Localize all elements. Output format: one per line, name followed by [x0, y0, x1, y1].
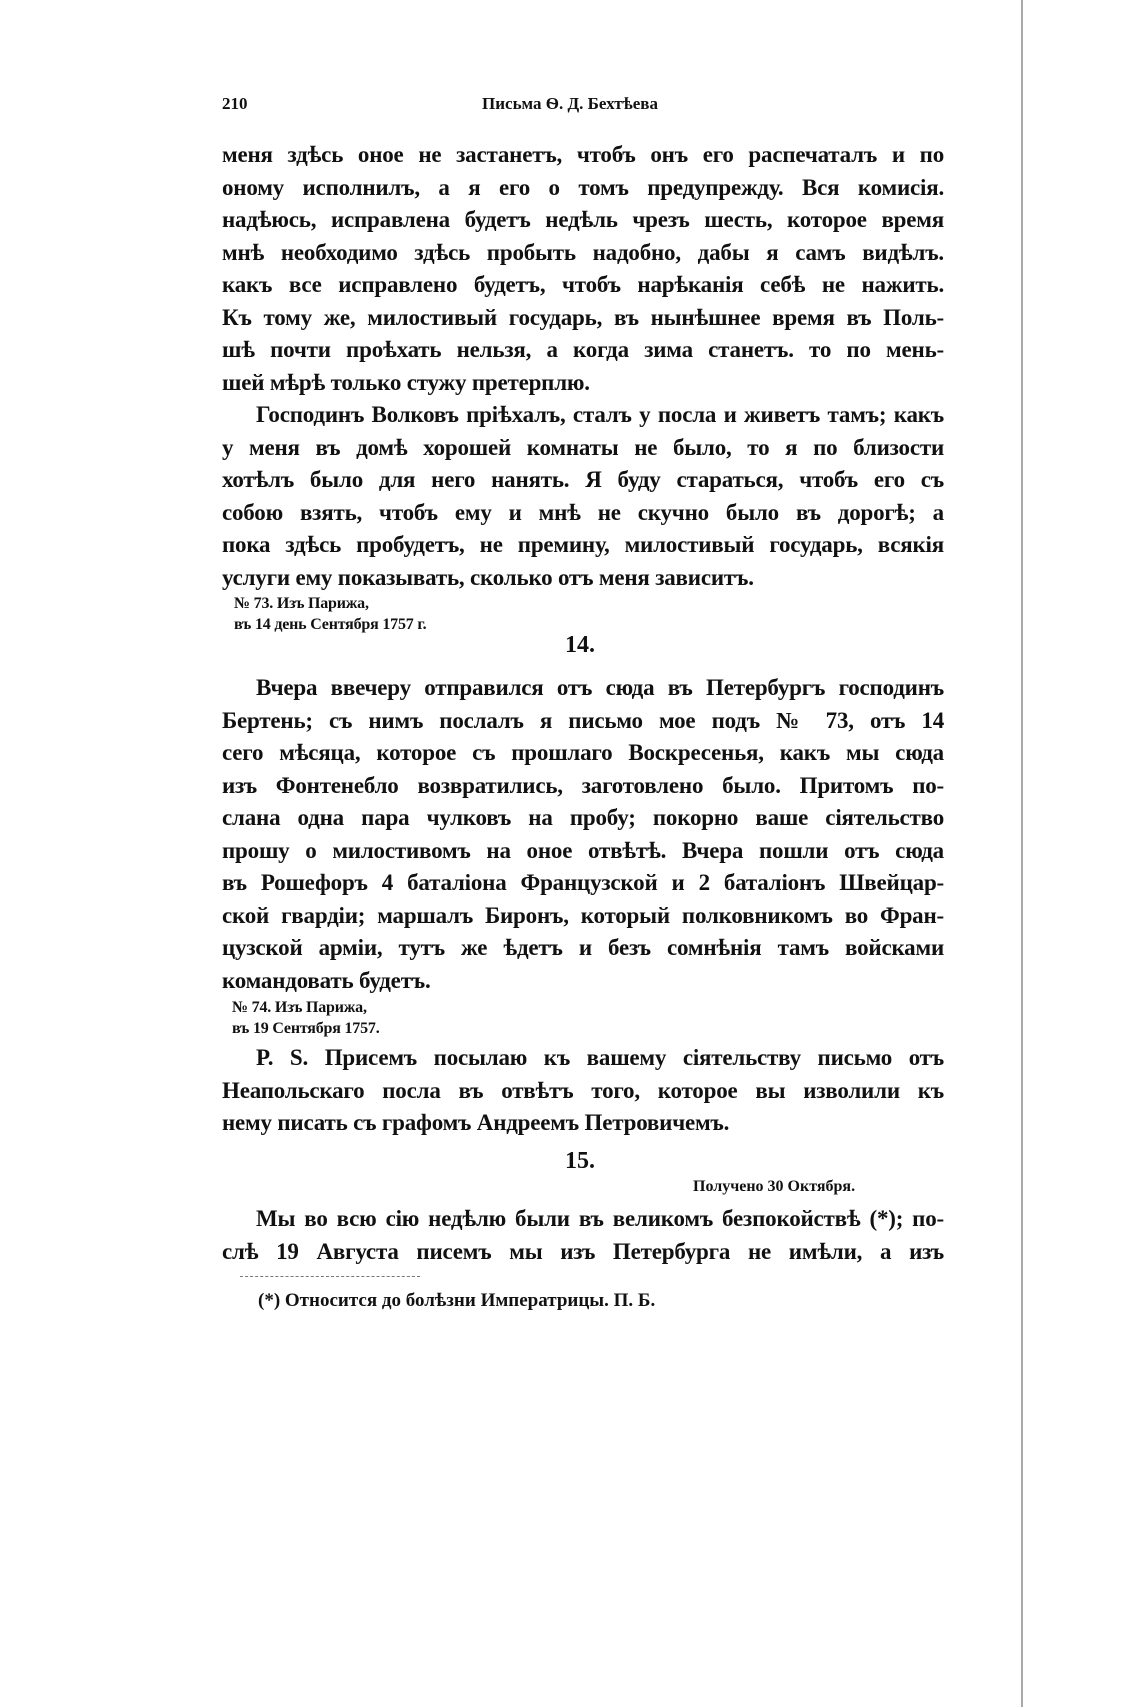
text-line: мнѣ необходимо здѣсь пробыть надобно, дабы я самъ видѣлъ.	[222, 239, 944, 265]
received-note: Получено 30 Октября.	[693, 1178, 856, 1195]
footnote: (*) Относится до болѣзни Императрицы. П. Б.	[258, 1290, 656, 1311]
text-line: хотѣлъ было для него нанять. Я буду стараться, чтобъ его съ	[222, 467, 944, 492]
text-line: Вчера ввечеру отправился отъ сюда въ Петербургъ господинъ	[256, 675, 944, 700]
section-number-15: 15.	[565, 1148, 595, 1174]
scan-edge-line	[1021, 0, 1023, 1707]
text-line: прошу о милостивомъ на оное отвѣтѣ. Вчера пошли отъ сюда	[222, 837, 944, 863]
text-line: Неапольскаго посла въ отвѣтъ того, которое вы изволили къ	[222, 1077, 944, 1103]
text-line: № 73. Изъ Парижа,	[234, 595, 369, 612]
signature-73	[234, 593, 956, 635]
running-title: Письма Ѳ. Д. Бехтѣева	[482, 94, 658, 113]
text-line: нему писать съ графомъ Андреемъ Петровичемъ.	[222, 1110, 730, 1135]
text-line: оному исполнилъ, а я его о томъ предупрежду. Вся комисія.	[222, 174, 944, 200]
text-line: слѣ 19 Августа писемъ мы изъ Петербурга не имѣли, а изъ	[222, 1238, 944, 1264]
text-line: слана одна пара чулковъ на пробу; покорно ваше сіятельство	[222, 805, 944, 830]
text-line: Бертень; съ нимъ послалъ я письмо мое подъ № 73, отъ 14	[222, 707, 944, 733]
text-line: шей мѣрѣ только стужу претерплю.	[222, 369, 590, 395]
text-line: сего мѣсяца, которое съ прошлаго Воскресенья, какъ мы сюда	[222, 740, 944, 765]
text-line: въ 14 день Сентября 1757 г.	[234, 616, 427, 633]
text-line: P. S. Присемъ посылаю къ вашему сіятельству письмо отъ	[256, 1045, 944, 1070]
text-line: пока здѣсь пробудетъ, не премину, милостивый государь, всякія	[222, 532, 944, 557]
text-line: цузской арміи, тутъ же ѣдетъ и безъ сомнѣнія тамъ войсками	[222, 935, 944, 960]
postscript	[222, 1042, 944, 1140]
text-line: Къ тому же, милостивый государь, въ нынѣшнее время въ Поль-	[222, 304, 944, 330]
paragraph-4	[222, 1203, 944, 1268]
text-line: въ Рошефоръ 4 баталіона Французской и 2 баталіонъ Швейцар-	[222, 870, 944, 895]
text-line: меня здѣсь оное не застанетъ, чтобъ онъ его распечаталъ и по	[222, 142, 944, 167]
text-line: ской гвардіи; маршалъ Биронъ, который полковникомъ во Фран-	[222, 902, 944, 928]
signature-74	[232, 997, 954, 1039]
text-line: собою взять, чтобъ ему и мнѣ не скучно было въ дорогѣ; а	[222, 499, 944, 525]
section-number-14: 14.	[565, 632, 595, 658]
paragraph-1	[222, 139, 944, 399]
text-line: Господинъ Волковъ пріѣхалъ, сталъ у посла и живетъ тамъ; какъ	[256, 402, 944, 427]
paragraph-2	[222, 399, 944, 594]
text-line: какъ все исправлено будетъ, чтобъ нарѣканія себѣ не нажить.	[222, 272, 944, 297]
text-line: шѣ почти проѣхать нельзя, а когда зима станетъ. то по мень-	[222, 337, 944, 362]
text-line: у меня въ домѣ хорошей комнаты не было, то я по близости	[222, 434, 944, 460]
text-line: № 74. Изъ Парижа,	[232, 999, 367, 1016]
text-line: надѣюсь, исправлена будетъ недѣль чрезъ шесть, которое время	[222, 207, 944, 232]
page-number: 210	[222, 94, 248, 113]
text-line: изъ Фонтенебло возвратились, заготовлено было. Притомъ по-	[222, 772, 944, 798]
text-line: Мы во всю сію недѣлю были въ великомъ безпокойствѣ (*); по-	[256, 1206, 944, 1231]
text-line: командовать будетъ.	[222, 967, 431, 993]
footnote-rule	[240, 1276, 420, 1277]
paragraph-3	[222, 672, 944, 997]
text-line: услуги ему показывать, сколько отъ меня зависитъ.	[222, 564, 754, 590]
text-line: въ 19 Сентября 1757.	[232, 1020, 380, 1037]
